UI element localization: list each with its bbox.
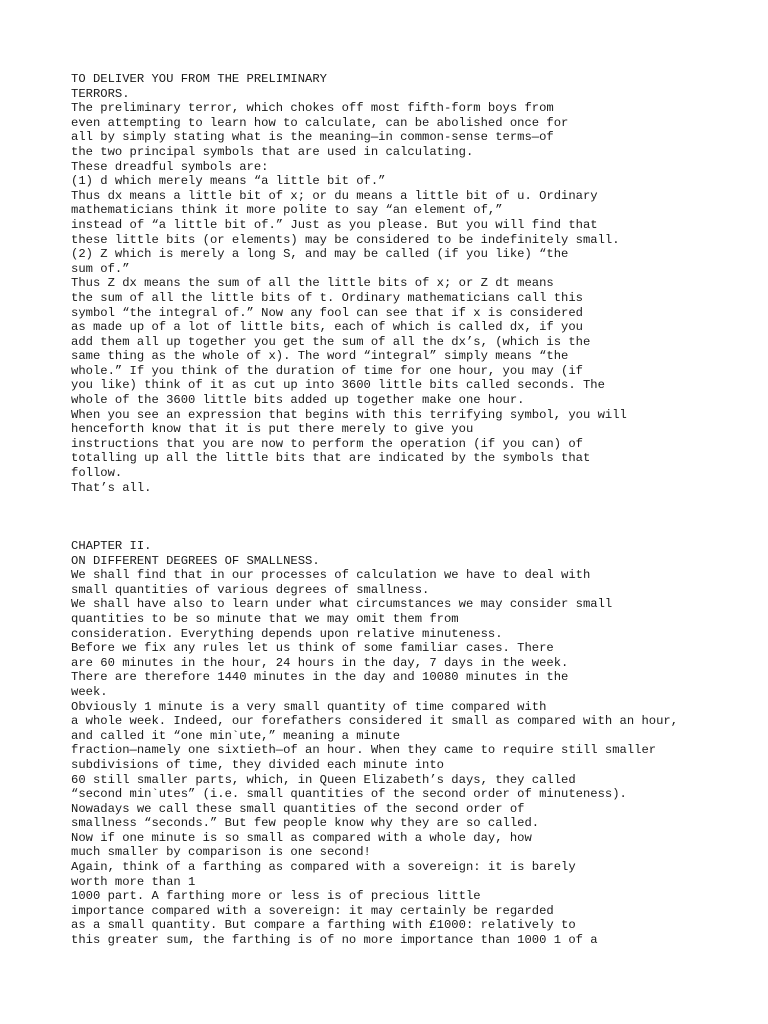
text-line: and called it “one min`ute,” meaning a minute	[71, 728, 401, 743]
text-line: are 60 minutes in the hour, 24 hours in the day, 7 days in the week.	[71, 655, 569, 670]
text-line: (2) Z which is merely a long S, and may be called (if you like) “the	[71, 247, 569, 262]
text-line: much smaller by comparison is one second!	[71, 845, 371, 860]
text-line: this greater sum, the farthing is of no more importance than 1000 1 of a	[71, 933, 598, 948]
section-gap	[71, 495, 761, 539]
text-line: That’s all.	[71, 480, 152, 495]
text-line: follow.	[71, 466, 123, 481]
text-line: “second min`utes” (i.e. small quantities of the second order of minuteness).	[71, 787, 627, 802]
text-line: Thus dx means a little bit of x; or du means a little bit of u. Ordinary	[71, 188, 598, 203]
text-line: smallness “seconds.” But few people know why they are so called.	[71, 816, 540, 831]
text-line: worth more than 1	[71, 874, 196, 889]
text-line: whole of the 3600 little bits added up together make one hour.	[71, 393, 525, 408]
text-line: Obviously 1 minute is a very small quantity of time compared with	[71, 699, 547, 714]
text-line: When you see an expression that begins with this terrifying symbol, you will	[71, 407, 627, 422]
chapter-heading: CHAPTER II.	[71, 539, 152, 554]
text-line: Nowadays we call these small quantities of the second order of	[71, 801, 525, 816]
text-line: add them all up together you get the sum of all the dx’s, (which is the	[71, 334, 591, 349]
section-chapter-two	[71, 539, 761, 948]
text-line: We shall have also to learn under what circumstances we may consider small	[71, 597, 613, 612]
text-line: symbol “the integral of.” Now any fool can see that if x is considered	[71, 305, 583, 320]
text-line: subdivisions of time, they divided each minute into	[71, 757, 444, 772]
text-line: These dreadful symbols are:	[71, 159, 269, 174]
text-line: these little bits (or elements) may be considered to be indefinitely small.	[71, 232, 620, 247]
text-line: you like) think of it as cut up into 3600 little bits called seconds. The	[71, 378, 605, 393]
text-line: TERRORS.	[71, 86, 130, 101]
text-line: the two principal symbols that are used in calculating.	[71, 144, 474, 159]
section-preliminary-terrors	[71, 72, 761, 495]
text-line: henceforth know that it is put there merely to give you	[71, 422, 474, 437]
text-line: even attempting to learn how to calculate, can be abolished once for	[71, 115, 569, 130]
text-line: all by simply stating what is the meaning—in common-sense terms—of	[71, 130, 554, 145]
text-line: Thus Z dx means the sum of all the little bits of x; or Z dt means	[71, 276, 554, 291]
text-line: There are therefore 1440 minutes in the day and 10080 minutes in the	[71, 670, 569, 685]
text-line: the sum of all the little bits of t. Ordinary mathematicians call this	[71, 290, 583, 305]
text-line: quantities to be so minute that we may omit them from	[71, 611, 459, 626]
text-line: same thing as the whole of x). The word “integral” simply means “the	[71, 349, 569, 364]
document-page	[71, 72, 761, 948]
text-line: consideration. Everything depends upon relative minuteness.	[71, 626, 503, 641]
text-line: sum of.”	[71, 261, 130, 276]
text-line: small quantities of various degrees of smallness.	[71, 582, 430, 597]
text-line: mathematicians think it more polite to say “an element of,”	[71, 203, 503, 218]
text-line: as made up of a lot of little bits, each of which is called dx, if you	[71, 320, 583, 335]
text-line: Before we fix any rules let us think of some familiar cases. There	[71, 641, 554, 656]
text-line: as a small quantity. But compare a farthing with £1000: relatively to	[71, 918, 576, 933]
text-line: 1000 part. A farthing more or less is of precious little	[71, 889, 481, 904]
text-line: whole.” If you think of the duration of time for one hour, you may (if	[71, 363, 583, 378]
text-line: Again, think of a farthing as compared with a sovereign: it is barely	[71, 860, 576, 875]
text-line: The preliminary terror, which chokes off most fifth-form boys from	[71, 101, 554, 116]
text-line: fraction—namely one sixtieth—of an hour. When they came to require still smaller	[71, 743, 657, 758]
text-line: We shall find that in our processes of calculation we have to deal with	[71, 568, 591, 583]
text-line: a whole week. Indeed, our forefathers considered it small as compared with an hour,	[71, 714, 679, 729]
text-line: instructions that you are now to perform the operation (if you can) of	[71, 436, 583, 451]
text-line: TO DELIVER YOU FROM THE PRELIMINARY	[71, 72, 327, 86]
chapter-title: ON DIFFERENT DEGREES OF SMALLNESS.	[71, 553, 320, 568]
text-line: week.	[71, 684, 108, 699]
text-line: Now if one minute is so small as compared with a whole day, how	[71, 830, 532, 845]
text-line: 60 still smaller parts, which, in Queen Elizabeth’s days, they called	[71, 772, 576, 787]
text-line: instead of “a little bit of.” Just as you please. But you will find that	[71, 217, 598, 232]
text-line: (1) d which merely means “a little bit of.”	[71, 174, 386, 189]
text-line: importance compared with a sovereign: it may certainly be regarded	[71, 903, 554, 918]
text-line: totalling up all the little bits that are indicated by the symbols that	[71, 451, 591, 466]
